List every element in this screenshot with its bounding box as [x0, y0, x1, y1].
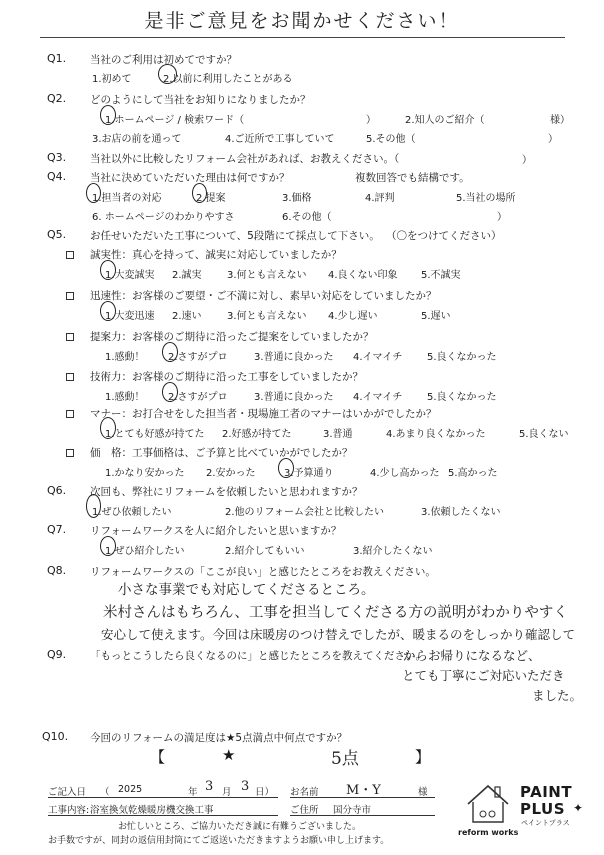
checkbox-proposal[interactable] — [66, 333, 74, 341]
title-rule — [40, 37, 565, 38]
logo-paint-plus-sub: ペイントプラス — [521, 819, 570, 827]
q5-sincerity-option-5[interactable]: 5.不誠実 — [421, 270, 461, 281]
q2-option-5-close: ） — [548, 134, 558, 145]
q8-handwritten-line-5: とても丁寧にご対応いただき — [402, 668, 565, 683]
work-content: 浴室換気乾燥暖房機交換工事 — [90, 805, 214, 816]
q5-sincerity-option-1[interactable]: 1.大変誠実 — [105, 270, 155, 281]
q5-speed-option-1[interactable]: 1.大変迅速 — [105, 311, 155, 322]
reform-works-logo — [458, 778, 518, 844]
checkbox-skill[interactable] — [66, 373, 74, 381]
q1-option-1[interactable]: 1.初めて — [92, 74, 132, 85]
date-underline — [48, 797, 278, 798]
checkbox-speed[interactable] — [66, 292, 74, 300]
q10-question: 今回のリフォームの満足度は★5点満点中何点ですか？ — [90, 732, 348, 744]
q5-sincerity-title: 誠実性：真心を持って、誠実に対応していましたか？ — [90, 249, 342, 261]
q4-option-4[interactable]: 4.評判 — [365, 193, 395, 204]
q4-number: Q4. — [47, 170, 67, 183]
q5-speed-title: 迅速性：お客様のご要望・ご不満に対し、素早い対応をしていましたか？ — [90, 290, 437, 302]
q10-left-bracket: 【 — [150, 748, 166, 766]
q5-proposal-option-5[interactable]: 5.良くなかった — [427, 352, 497, 363]
q5-manners-title: マナー：お打合せをした担当者・現場施工者のマナーはいかがでしたか？ — [90, 408, 437, 420]
answer-circle-q4-1 — [86, 183, 101, 203]
checkbox-price[interactable] — [66, 449, 74, 457]
q6-option-1[interactable]: 1.ぜひ依頼したい — [92, 507, 172, 518]
answer-circle-q2 — [100, 105, 116, 125]
date-label: ご記入日 — [48, 787, 87, 798]
answer-circle-price — [278, 458, 294, 478]
q8-question: リフォームワークスの「ここが良い」と感じたところをお教えください。 — [90, 566, 436, 578]
date-open: （ — [100, 787, 110, 798]
q2-option-2[interactable]: 2.知人のご紹介（ — [405, 115, 485, 126]
date-day[interactable]: 3 — [241, 779, 250, 794]
checkbox-sincerity[interactable] — [66, 251, 74, 259]
q8-number: Q8. — [47, 564, 67, 577]
work-underline — [48, 815, 278, 816]
answer-circle-q1 — [158, 64, 177, 84]
q3-close: ） — [522, 155, 532, 166]
logo-plus-text: PLUS — [520, 800, 566, 818]
q8-handwritten-line-3: 安心して使えます。今回は床暖房のつけ替えでしたが、暖まるのをしっかり確認して — [101, 627, 576, 642]
answer-circle-skill — [162, 382, 178, 402]
q1-number: Q1. — [47, 52, 67, 65]
answer-circle-q7 — [100, 536, 116, 556]
q4-question: 当社に決めていただいた理由は何ですか？ — [90, 172, 290, 184]
q5-speed-option-2[interactable]: 2.速い — [172, 311, 202, 322]
q7-option-2[interactable]: 2.紹介してもいい — [225, 546, 305, 557]
return-note: お手数ですが、同封の返信用封筒にてご返送いただきますようお願い申し上げます。 — [48, 836, 390, 846]
q6-option-3[interactable]: 3.依頼したくない — [421, 507, 501, 518]
answer-circle-q4-2 — [192, 183, 207, 203]
q2-question: どのようにして当社をお知りになりましたか？ — [90, 94, 311, 106]
answer-circle-proposal — [162, 342, 178, 362]
q4-option-5[interactable]: 5.当社の場所 — [456, 193, 516, 204]
q4-option-6[interactable]: 6. ホームページのわかりやすさ — [92, 212, 235, 223]
logo-reform-works-text: reform works — [458, 828, 519, 837]
q1-option-2[interactable]: 2.以前に利用したことがある — [163, 74, 293, 85]
q5-skill-option-4[interactable]: 4.イマイチ — [353, 392, 403, 403]
answer-circle-sincerity — [100, 260, 116, 280]
q5-speed-option-3[interactable]: 3.何とも言えない — [227, 311, 307, 322]
q10-right-bracket: 】 — [415, 748, 431, 766]
q5-skill-option-3[interactable]: 3.普通に良かった — [254, 392, 334, 403]
q10-number: Q10. — [42, 730, 69, 743]
customer-name[interactable]: M・Y — [346, 783, 381, 798]
q5-proposal-option-2[interactable]: 2.さすがプロ — [168, 352, 228, 363]
q5-skill-title: 技術力：お客様のご期待に沿った工事をしていましたか？ — [90, 371, 363, 383]
q5-price-option-3[interactable]: 3.予算通り — [284, 468, 334, 479]
q2-number: Q2. — [47, 92, 67, 105]
q4-note: 複数回答でも結構です。 — [355, 172, 470, 184]
q2-option-1-close: ） — [366, 115, 376, 126]
q2-option-2-close: 様） — [550, 115, 570, 126]
answer-circle-manners — [100, 417, 116, 439]
q8-handwritten-line-6: ました。 — [532, 688, 583, 703]
q6-number: Q6. — [47, 484, 67, 497]
q5-price-option-2[interactable]: 2.安かった — [206, 468, 256, 479]
q8-handwritten-line-4: からお帰りになるなど、 — [403, 648, 541, 663]
q5-manners-option-5[interactable]: 5.良くない — [519, 429, 569, 440]
date-day-unit: 日） — [255, 787, 275, 798]
work-label: 工事内容: — [48, 805, 90, 816]
q5-proposal-option-4[interactable]: 4.イマイチ — [353, 352, 403, 363]
q7-option-3[interactable]: 3.紹介したくない — [353, 546, 433, 557]
q5-speed-option-5[interactable]: 5.遅い — [421, 311, 451, 322]
logo-paint-text: PAINT — [520, 783, 573, 801]
q5-manners-option-1[interactable]: 1.とても好感が持てた — [105, 429, 205, 440]
date-year-unit: 年 — [188, 787, 198, 798]
name-label: お名前 — [290, 787, 319, 798]
q5-price-option-1[interactable]: 1.かなり安かった — [105, 468, 185, 479]
plus-icon: ✦ — [573, 801, 584, 815]
q5-price-option-5[interactable]: 5.高かった — [448, 468, 498, 479]
checkbox-manners[interactable] — [66, 410, 74, 418]
q5-sincerity-option-3[interactable]: 3.何とも言えない — [227, 270, 307, 281]
q5-manners-option-4[interactable]: 4.あまり良くなかった — [386, 429, 486, 440]
address-label: ご住所 — [290, 805, 319, 816]
q6-question: 次回も、弊社にリフォームを依頼したいと思われますか？ — [90, 486, 363, 498]
q5-proposal-option-1[interactable]: 1.感動！ — [105, 352, 145, 363]
q4-option-2[interactable]: 2.提案 — [196, 193, 226, 204]
q2-option-4[interactable]: 4.ご近所で工事していて — [225, 134, 335, 145]
q4-option-other-close: ） — [497, 212, 507, 223]
q5-skill-option-5[interactable]: 5.良くなかった — [427, 392, 497, 403]
q5-proposal-title: 提案力：お客様のご期待に沿ったご提案をしていましたか？ — [90, 331, 374, 343]
q10-score: 5点 — [331, 749, 359, 769]
q5-manners-option-2[interactable]: 2.好感が持てた — [222, 429, 292, 440]
q3-number: Q3. — [47, 151, 67, 164]
name-suffix: 様 — [418, 787, 428, 798]
q1-question: 当社のご利用は初めてですか？ — [90, 54, 237, 66]
q5-skill-option-2[interactable]: 2.さすがプロ — [168, 392, 228, 403]
q2-option-1[interactable]: 1.ホームページ / 検索ワード（ — [105, 115, 245, 126]
q2-option-3[interactable]: 3.お店の前を通って — [92, 134, 182, 145]
q2-option-5[interactable]: 5.その他（ — [366, 134, 416, 145]
q3-question: 当社以外に比較したリフォーム会社があれば、お教えください。（ — [90, 153, 400, 165]
q5-number: Q5. — [47, 228, 67, 241]
q5-sincerity-option-4[interactable]: 4.良くない印象 — [328, 270, 398, 281]
q5-question: お任せいただいた工事について、5段階にて採点して下さい。 — [90, 230, 380, 242]
q9-question: 「もっとこうしたら良くなるのに」と感じたところを教えてください。 — [90, 650, 426, 662]
page-title: 是非ご意見をお聞かせください！ — [144, 10, 460, 32]
q4-option-3[interactable]: 3.価格 — [282, 193, 312, 204]
q5-note: （〇をつけてください） — [386, 230, 502, 242]
answer-circle-q6 — [86, 494, 101, 518]
q9-number: Q9. — [47, 648, 67, 661]
star-icon: ★ — [222, 746, 236, 764]
date-year[interactable]: 2025 — [118, 784, 143, 795]
q7-option-1[interactable]: 1.ぜひ紹介したい — [105, 546, 185, 557]
q4-option-1[interactable]: 1.担当者の対応 — [92, 193, 162, 204]
q5-manners-option-3[interactable]: 3.普通 — [323, 429, 353, 440]
q5-price-option-4[interactable]: 4.少し高かった — [370, 468, 440, 479]
q4-option-other[interactable]: 6.その他（ — [282, 212, 332, 223]
thanks-note: お忙しいところ、ご協力いただき誠に有難うございました。 — [118, 822, 362, 832]
q5-speed-option-4[interactable]: 4.少し遅い — [328, 311, 378, 322]
address-underline — [290, 815, 435, 816]
q7-question: リフォームワークスを人に紹介したいと思いますか？ — [90, 525, 342, 537]
q5-sincerity-option-2[interactable]: 2.誠実 — [172, 270, 202, 281]
house-icon — [458, 778, 518, 828]
q7-number: Q7. — [47, 523, 67, 536]
date-month-unit: 月 — [222, 787, 232, 798]
name-underline — [290, 797, 435, 798]
q8-handwritten-line-1: 小さな事業でも対応してくださるところ。 — [118, 582, 375, 598]
q5-skill-option-1[interactable]: 1.感動！ — [105, 392, 145, 403]
address-value: 国分寺市 — [333, 805, 372, 816]
q5-price-title: 価 格：工事価格は、ご予算と比べていかがでしたか？ — [90, 447, 353, 459]
q5-proposal-option-3[interactable]: 3.普通に良かった — [254, 352, 334, 363]
date-month[interactable]: 3 — [205, 779, 214, 794]
q6-option-2[interactable]: 2.他のリフォーム会社と比較したい — [225, 507, 385, 518]
q8-handwritten-line-2: 米村さんはもちろん、工事を担当してくださる方の説明がわかりやすく — [103, 605, 568, 621]
answer-circle-speed — [100, 301, 116, 321]
